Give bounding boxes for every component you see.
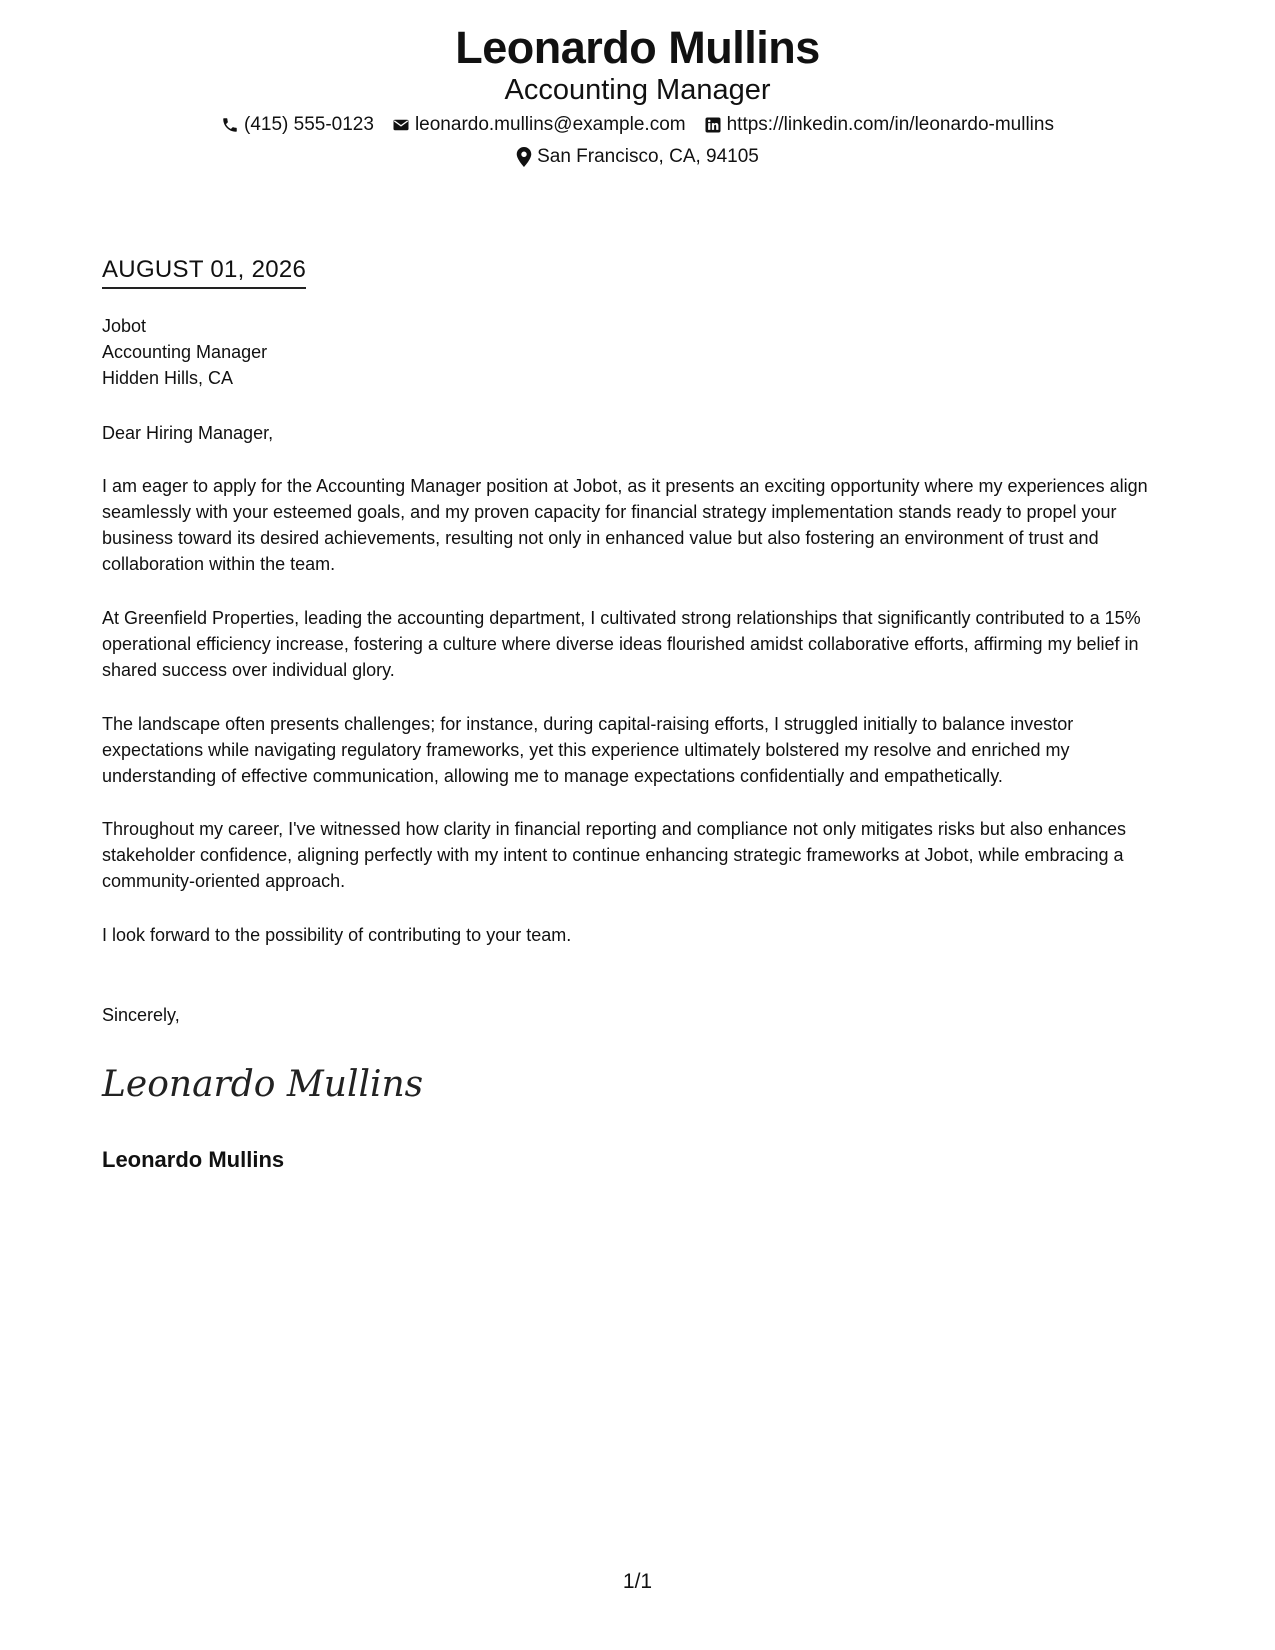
- envelope-icon: [392, 116, 410, 134]
- signer-name: Leonardo Mullins: [102, 1147, 285, 1172]
- contact-row: [0, 112, 1275, 138]
- contact-linkedin: [704, 112, 1054, 138]
- recipient-location: Hidden Hills, CA: [102, 368, 234, 388]
- body-paragraph: The landscape often presents challenges; for instance, during capital-raising efforts, I struggled initially to balance investor expectations while navigating regulatory frameworks, yet this experience ultimately bolstered my resolve and enriched my understanding of effective communication, allowing me to manage expectations confidentially and empathetically.: [102, 714, 1074, 786]
- signature-image: [100, 1058, 424, 1108]
- body-paragraph: Throughout my career, I've witnessed how clarity in financial reporting and compliance not only mitigates risks but also enhances stakeholder confidence, aligning perfectly with my intent to continue enhancing strategic frameworks at Jobot, while embracing a community-oriented approach.: [102, 819, 1126, 891]
- location-row: [0, 144, 1275, 170]
- contact-email: [392, 112, 686, 138]
- page-number: 1/1: [622, 1570, 653, 1593]
- recipient-position: Accounting Manager: [102, 342, 268, 362]
- contact-phone: [221, 112, 374, 138]
- linkedin-icon: [704, 116, 722, 134]
- contact-location: [516, 144, 759, 170]
- sender-title: Accounting Manager: [504, 74, 771, 106]
- recipient-company: Jobot: [102, 316, 147, 336]
- linkedin-url[interactable]: https://linkedin.com/in/leonardo-mullins: [726, 114, 1054, 135]
- closing: Sincerely,: [102, 1005, 180, 1025]
- body-paragraph: At Greenfield Properties, leading the accounting department, I cultivated strong relationships that significantly contributed to a 15% operational efficiency increase, fostering a culture where diverse ideas flourished amidst collaborative efforts, affirming my belief in shared success over individual glory.: [102, 608, 1141, 680]
- handwritten-signature: [100, 1058, 424, 1113]
- map-marker-icon: [516, 147, 532, 167]
- signature-glyphs: Leonardo Mullins: [102, 1064, 424, 1105]
- body-paragraph: I am eager to apply for the Accounting Manager position at Jobot, as it presents an exciting opportunity where my experiences align seamlessly with your esteemed goals, and my proven capacity for financial strategy implementation stands ready to propel your business toward its desired achievements, resulting not only in enhanced value but also fostering an environment of trust and collaboration within the team.: [102, 476, 1148, 574]
- salutation: Dear Hiring Manager,: [102, 423, 274, 443]
- phone-icon: [221, 116, 239, 134]
- phone-number[interactable]: (415) 555-0123: [244, 114, 374, 135]
- location-text: San Francisco, CA, 94105: [537, 146, 759, 167]
- sender-name: Leonardo Mullins: [455, 22, 820, 73]
- body-paragraph: I look forward to the possibility of contributing to your team.: [102, 925, 572, 945]
- recipient-block: [102, 313, 1172, 391]
- letter-date: AUGUST 01, 2026: [102, 255, 306, 289]
- email-address[interactable]: leonardo.mullins@example.com: [414, 114, 686, 135]
